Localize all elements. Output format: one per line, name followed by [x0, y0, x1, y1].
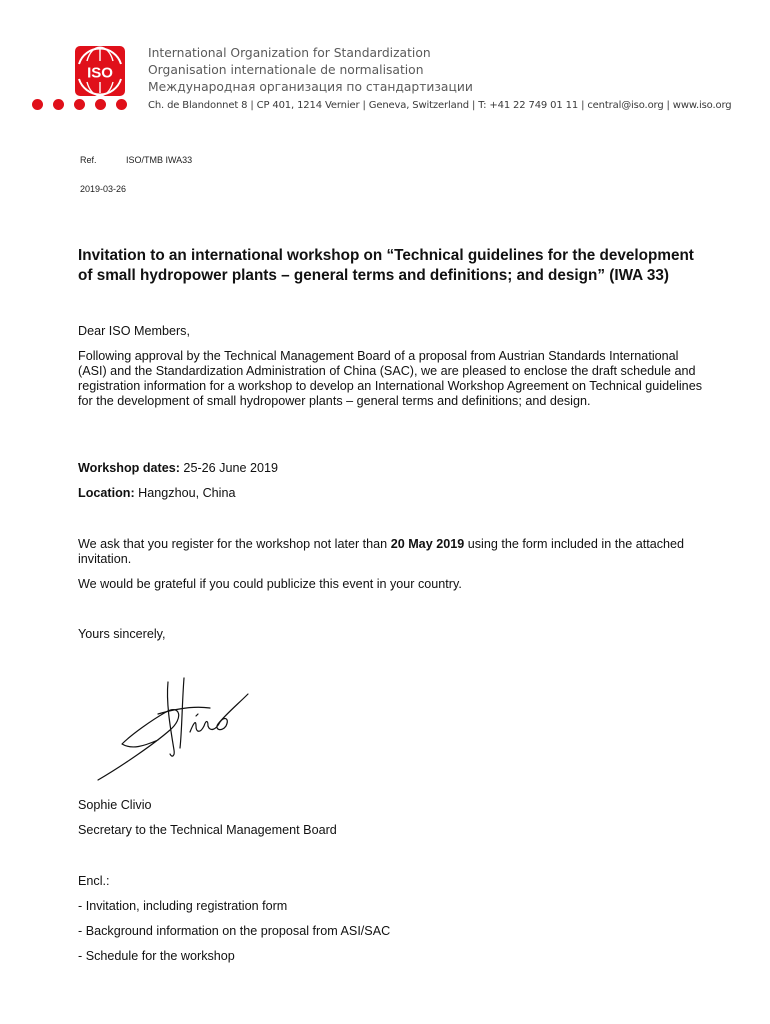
salutation: Dear ISO Members, [78, 324, 190, 338]
publicize-paragraph: We would be grateful if you could publicize this event in your country. [78, 577, 462, 591]
enclosure-item: - Schedule for the workshop [78, 949, 235, 963]
contact-address: Ch. de Blandonnet 8 | CP 401, 1214 Vernier | Geneva, Switzerland | T: +41 22 749 01 11 | central@iso.org | www.iso.org [148, 100, 732, 111]
registration-text-before: We ask that you register for the workshop not later than [78, 537, 391, 551]
org-name-ru: Международная организация по стандартизации [148, 80, 473, 94]
brand-dot [116, 99, 127, 110]
brand-dot [53, 99, 64, 110]
org-names [148, 45, 473, 96]
workshop-location-label: Location: [78, 486, 135, 500]
ref-value: ISO/TMB IWA33 [126, 155, 193, 165]
registration-paragraph [78, 537, 703, 567]
signatory-title: Secretary to the Technical Management Board [78, 823, 337, 837]
intro-paragraph: Following approval by the Technical Management Board of a proposal from Austrian Standards International (ASI) and the Standardization Administration of China (SAC), we are pleased to enclose the draft schedule and registration information for a workshop to develop an International Workshop Agreement on Technical guidelines for the development of small hydropower plants – general terms and definitions; and design. [78, 349, 702, 408]
enclosure-item: - Invitation, including registration form [78, 899, 288, 913]
ref-label: Ref. [80, 155, 97, 165]
closing: Yours sincerely, [78, 627, 166, 641]
signatory-name: Sophie Clivio [78, 798, 152, 812]
letter-date: 2019-03-26 [80, 184, 127, 194]
registration-deadline: 20 May 2019 [390, 537, 465, 551]
enclosures-label: Encl.: [78, 874, 110, 888]
brand-dot [32, 99, 43, 110]
brand-dot [95, 99, 106, 110]
brand-dot [74, 99, 85, 110]
workshop-dates [78, 461, 278, 476]
handwritten-signature [92, 674, 252, 786]
iso-logo [75, 46, 125, 96]
workshop-location [78, 486, 236, 501]
workshop-dates-value: 25-26 June 2019 [179, 461, 278, 475]
org-name-en: International Organization for Standardization [148, 46, 431, 60]
enclosure-item: - Background information on the proposal from ASI/SAC [78, 924, 391, 938]
iso-logo-text: ISO [87, 64, 113, 82]
iso-globe-icon [75, 46, 125, 96]
workshop-dates-label: Workshop dates: [78, 461, 180, 475]
workshop-location-value: Hangzhou, China [134, 486, 236, 500]
letter-title: Invitation to an international workshop on “Technical guidelines for the development of small hydropower plants – general terms and definitions; and design” (IWA 33) [78, 247, 694, 284]
registration-text-after: using the form included in the attached invitation. [78, 537, 685, 566]
org-name-fr: Organisation internationale de normalisation [148, 63, 424, 77]
